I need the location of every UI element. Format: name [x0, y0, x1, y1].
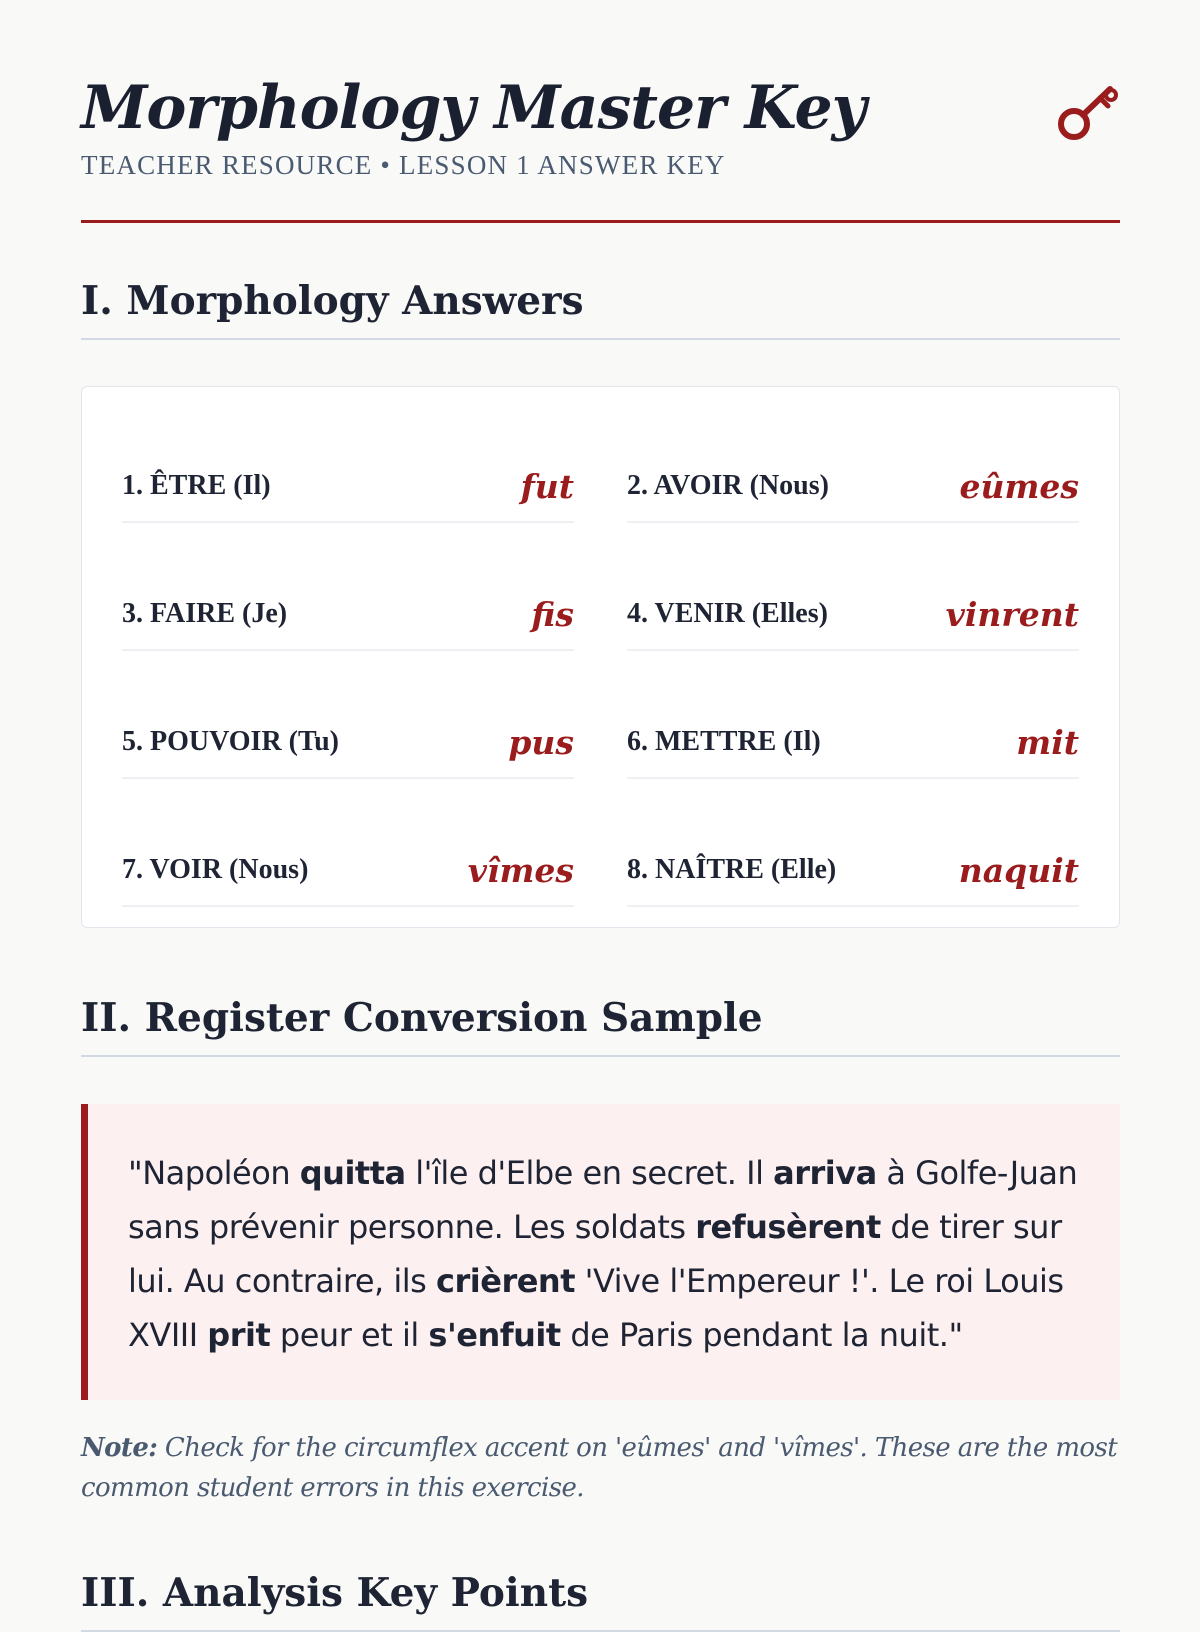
answer-label: 1. ÊTRE (Il) [122, 470, 271, 501]
answer-row [627, 835, 1079, 907]
quote-segment: l'île d'Elbe en secret. Il [405, 1154, 774, 1192]
answer-value: naquit [958, 850, 1079, 890]
answer-label: 2. AVOIR (Nous) [627, 470, 829, 501]
answer-value: vîmes [467, 850, 574, 890]
quote-verb: prit [207, 1316, 271, 1354]
answer-label: 7. VOIR (Nous) [122, 854, 309, 885]
register-quote [128, 1146, 1080, 1362]
answer-label: 6. METTRE (Il) [627, 726, 821, 757]
section-heading-register: II. Register Conversion Sample [81, 995, 1120, 1057]
teacher-note [81, 1428, 1120, 1508]
answers-card [81, 386, 1120, 928]
page-header [81, 0, 1120, 223]
quote-verb: crièrent [436, 1262, 575, 1300]
quote-segment: de Paris pendant la nuit." [560, 1316, 963, 1354]
answer-label: 4. VENIR (Elles) [627, 598, 828, 629]
answer-label: 3. FAIRE (Je) [122, 598, 288, 629]
answer-row [122, 451, 574, 523]
answer-value: pus [508, 722, 574, 762]
answer-cell [122, 673, 574, 801]
answer-value: fut [520, 466, 574, 506]
answer-row [627, 451, 1079, 523]
answer-value: eûmes [959, 466, 1079, 506]
quote-segment: de tirer sur lui. Au contraire, ils [128, 1208, 1062, 1300]
note-label: Note: [81, 1433, 158, 1463]
quote-verb: s'enfuit [428, 1316, 561, 1354]
quote-verb: quitta [299, 1154, 406, 1192]
page-subtitle: TEACHER RESOURCE • LESSON 1 ANSWER KEY [81, 150, 726, 180]
answer-label: 8. NAÎTRE (Elle) [627, 854, 837, 885]
section-heading-morphology: I. Morphology Answers [81, 278, 1120, 340]
answer-cell [627, 673, 1079, 801]
answer-cell [122, 801, 574, 929]
note-text: Check for the circumflex accent on 'eûmes' and 'vîmes'. These are the most common student errors in this exercise. [81, 1433, 1118, 1503]
answer-cell [627, 545, 1079, 673]
answer-cell [122, 545, 574, 673]
key-icon [1056, 80, 1120, 144]
answer-row [122, 707, 574, 779]
quote-segment: à Golfe-Juan sans prévenir personne. Les soldats [128, 1154, 1078, 1246]
answer-value: fis [531, 594, 574, 634]
answer-row [122, 835, 574, 907]
answer-value: mit [1016, 722, 1079, 762]
answer-cell [122, 417, 574, 545]
answer-row [627, 579, 1079, 651]
answer-row [122, 579, 574, 651]
quote-verb: refusèrent [695, 1208, 881, 1246]
answer-grid [122, 417, 1082, 929]
register-quote-box [81, 1104, 1120, 1400]
section-heading-analysis: III. Analysis Key Points [81, 1570, 1120, 1632]
answer-value: vinrent [945, 594, 1079, 634]
answer-key-page [81, 0, 1120, 1616]
quote-segment: 'Vive l'Empereur !'. Le roi Louis XVIII [128, 1262, 1064, 1354]
page-title: Morphology Master Key [81, 73, 866, 143]
quote-segment: peur et il [270, 1316, 429, 1354]
quote-verb: arriva [773, 1154, 877, 1192]
answer-cell [627, 417, 1079, 545]
answer-cell [627, 801, 1079, 929]
answer-row [627, 707, 1079, 779]
quote-segment: "Napoléon [128, 1154, 300, 1192]
answer-label: 5. POUVOIR (Tu) [122, 726, 339, 757]
